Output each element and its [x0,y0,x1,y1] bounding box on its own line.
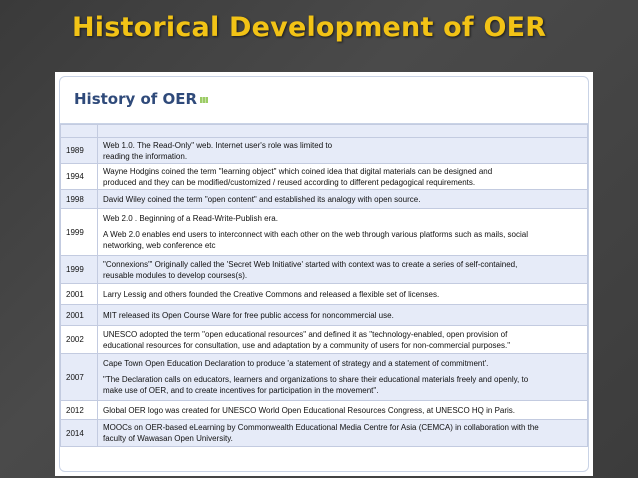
event-line: Global OER logo was created for UNESCO World Open Educational Resources Congress, at UNESCO HQ in Paris. [103,405,516,415]
event-cell [98,209,588,256]
event-line: "Connexions"' Originally called the 'Secret Web Initiative' started with context was to create a series of self-contained, [103,259,518,269]
table-row [61,164,588,190]
event-line: MOOCs on OER-based eLearning by Commonwealth Educational Media Centre for Asia (CEMCA) in collaboration with the [103,423,539,432]
year-cell: 1998 [61,190,98,209]
event-cell [98,138,588,164]
table-row [61,209,588,256]
table-row [61,354,588,401]
panel-header [60,77,588,124]
table-row [61,401,588,420]
event-cell [98,256,588,284]
history-table-body [61,125,588,447]
event-line: networking, web conference etc [103,241,216,250]
spacer-cell [98,125,588,138]
event-line: "The Declaration calls on educators, learners and organizations to share their educational materials freely and openly, to [103,375,529,384]
year-cell: 2001 [61,305,98,326]
event-cell [98,401,588,420]
event-line: reading the information. [103,151,188,161]
table-row [61,305,588,326]
event-line: MIT released its Open Course Ware for free public access for noncommercial use. [103,310,394,320]
event-cell [98,284,588,305]
event-line: UNESCO adopted the term "open educational resources" and defined it as "technology-enabled, open provision of [103,329,508,339]
table-row [61,138,588,164]
year-cell: 2001 [61,284,98,305]
event-cell [98,354,588,401]
event-line: Web 1.0. The Read-Only" web. Internet user's role was limited to [103,140,333,150]
table-row [61,256,588,284]
event-cell [98,420,588,447]
event-cell [98,164,588,190]
event-line: make use of OER, and to create incentives for participation in the movement". [103,386,379,395]
event-cell [98,326,588,354]
slide-title: Historical Development of OER [72,12,547,43]
year-cell: 2007 [61,354,98,401]
event-line: Web 2.0 . Beginning of a Read-Write-Publish era. [103,214,278,223]
event-line: Larry Lessig and others founded the Creative Commons and released a flexible set of licenses. [103,289,440,299]
table-spacer-row [61,125,588,138]
event-line: Wayne Hodgins coined the term "learning object" which coined idea that digital materials can be designed and [103,166,493,176]
panel-title-text: History of OER [74,90,198,108]
history-panel-frame [59,76,589,472]
table-row [61,284,588,305]
event-line: produced and they can be modified/customized / reused according to different pedagogical requirements. [103,177,476,187]
year-cell: 1999 [61,256,98,284]
year-cell: 1989 [61,138,98,164]
year-cell: 2012 [61,401,98,420]
event-line: faculty of Wawasan Open University. [103,434,233,443]
year-cell: 2002 [61,326,98,354]
table-row [61,190,588,209]
event-line: Cape Town Open Education Declaration to produce 'a statement of strategy and a statement of commitment'. [103,359,489,368]
spacer-cell [61,125,98,138]
history-table [60,124,588,447]
history-panel [55,72,593,476]
table-row [61,326,588,354]
event-cell [98,305,588,326]
table-row [61,420,588,447]
event-line: A Web 2.0 enables end users to interconnect with each other on the web through various platforms such as mails, social [103,230,528,239]
event-cell [98,190,588,209]
rss-icon [200,97,208,103]
panel-title [74,90,208,108]
event-line: reusable modules to develop courses(s). [103,270,248,280]
event-line: educational resources for consultation, use and adaptation by a community of users for non-commercial purposes." [103,340,511,350]
year-cell: 2014 [61,420,98,447]
year-cell: 1999 [61,209,98,256]
year-cell: 1994 [61,164,98,190]
event-line: David Wiley coined the term "open content" and established its analogy with open source. [103,194,421,204]
